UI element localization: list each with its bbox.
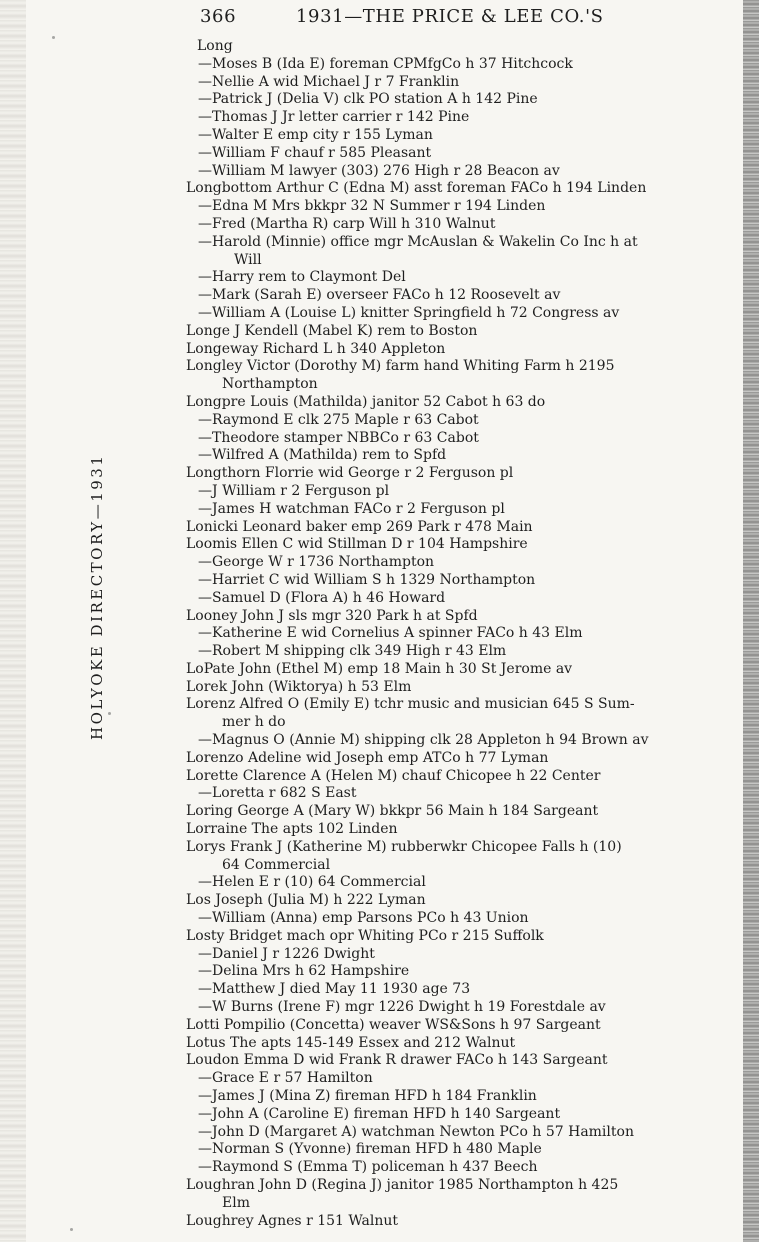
directory-entry [0,127,728,145]
entry-continuation: 64 Commercial [222,856,331,873]
entry-line: —Katherine E wid Cornelius A spinner FACo h 43 Elm [198,625,583,642]
directory-entry [0,216,728,234]
directory-entry [0,305,728,323]
entry-line: Longeway Richard L h 340 Appleton [186,340,446,357]
directory-entry [0,234,728,270]
directory-entry [0,892,716,910]
directory-entry [0,1035,716,1053]
scan-speck [52,36,55,39]
directory-entry [0,1017,716,1035]
directory-entry [0,554,728,572]
entry-line: —Patrick J (Delia V) clk PO station A h 142 Pine [198,91,538,108]
entry-line: —William M lawyer (303) 276 High r 28 Beacon av [198,162,560,179]
entry-line: —Harold (Minnie) office mgr McAuslan & Wakelin Co Inc h at [198,233,638,250]
entry-line: —William (Anna) emp Parsons PCo h 43 Union [198,910,529,927]
entry-line: —John D (Margaret A) watchman Newton PCo h 57 Hamilton [198,1123,634,1140]
entry-line: Lorraine The apts 102 Linden [186,821,398,838]
entry-line: Lotus The apts 145-149 Essex and 212 Walnut [186,1034,516,1051]
directory-entry [0,643,728,661]
directory-entry [0,341,716,359]
entry-line: Longpre Louis (Mathilda) janitor 52 Cabot h 63 do [186,393,546,410]
entry-line: Longthorn Florrie wid George r 2 Ferguson pl [186,465,514,482]
entry-line: Longe J Kendell (Mabel K) rem to Boston [186,322,478,339]
directory-entry [0,1070,728,1088]
directory-entry [0,501,728,519]
directory-entry [0,946,728,964]
entry-line: Loughran John D (Regina J) janitor 1985 Northampton h 425 [186,1177,619,1193]
directory-entry [0,803,716,821]
entry-line: Lonicki Leonard baker emp 269 Park r 478 Main [186,518,533,535]
directory-entry [0,1141,728,1159]
directory-entry [0,145,728,163]
directory-entry [0,768,716,786]
directory-entry [0,447,728,465]
directory-entry [0,874,728,892]
entry-line: —Delina Mrs h 62 Hampshire [198,963,410,980]
entry-line: —James J (Mina Z) fireman HFD h 184 Franklin [198,1088,537,1105]
entry-line: Loudon Emma D wid Frank R drawer FACo h 143 Sargeant [186,1052,608,1069]
directory-entry [0,483,728,501]
entry-line: —John A (Caroline E) fireman HFD h 140 Sargeant [198,1105,561,1122]
entry-line: —Harriet C wid William S h 1329 Northampton [198,571,536,588]
entry-line: —Raymond S (Emma T) policeman h 437 Beech [198,1159,538,1176]
entry-line: —Samuel D (Flora A) h 46 Howard [198,589,446,606]
entry-line: Lorenzo Adeline wid Joseph emp ATCo h 77 Lyman [186,749,549,766]
page-number: 366 [200,6,237,27]
directory-entry [0,394,716,412]
directory-entry [0,1052,716,1070]
entry-line: —Wilfred A (Mathilda) rem to Spfd [198,447,447,464]
entry-line: —James H watchman FACo r 2 Ferguson pl [198,500,505,517]
directory-entry [0,1159,728,1177]
entry-continuation: Elm [222,1194,250,1211]
side-label: HOLYOKE DIRECTORY—1931 [88,453,106,740]
entry-line: —Theodore stamper NBBCo r 63 Cabot [198,429,479,446]
entry-line: —William A (Louise L) knitter Springfield h 72 Congress av [198,304,620,321]
entry-continuation: Northampton [222,376,318,393]
directory-entry [0,56,728,74]
directory-entry [0,821,716,839]
directory-entry [0,785,728,803]
entry-line: —Matthew J died May 11 1930 age 73 [198,981,471,998]
directory-entry [0,1213,716,1231]
entry-line: Lorenz Alfred O (Emily E) tchr music and musician 645 S Sum- [186,696,635,713]
entry-line: —Thomas J Jr letter carrier r 142 Pine [198,109,470,126]
entry-line: —Norman S (Yvonne) fireman HFD h 480 Maple [198,1141,542,1158]
directory-entry [0,536,716,554]
entry-line: —Raymond E clk 275 Maple r 63 Cabot [198,411,479,428]
entry-line: —Helen E r (10) 64 Commercial [198,874,426,891]
directory-entries [0,38,759,1230]
entry-line: —Fred (Martha R) carp Will h 310 Walnut [198,215,496,232]
directory-entry [0,839,716,875]
directory-entry [0,358,716,394]
entry-line: —William F chauf r 585 Pleasant [198,144,432,161]
entry-line: Long [197,38,233,54]
directory-entry [0,963,728,981]
scan-speck [108,712,111,715]
directory-entry [0,910,728,928]
directory-entry [0,679,716,697]
entry-line: —Loretta r 682 S East [198,785,357,802]
entry-line: —Moses B (Ida E) foreman CPMfgCo h 37 Hitchcock [198,55,573,72]
entry-line: —Magnus O (Annie M) shipping clk 28 Appleton h 94 Brown av [198,732,649,749]
directory-entry [0,590,728,608]
directory-entry [0,412,728,430]
directory-entry [0,519,716,537]
entry-line: Los Joseph (Julia M) h 222 Lyman [186,892,426,909]
entry-line: Longley Victor (Dorothy M) farm hand Whiting Farm h 2195 [186,358,615,375]
entry-line: —Edna M Mrs bkkpr 32 N Summer r 194 Linden [198,198,546,215]
entry-line: —Mark (Sarah E) overseer FACo h 12 Roosevelt av [198,287,561,304]
entry-line: Longbottom Arthur C (Edna M) asst foreman FACo h 194 Linden [186,180,647,197]
entry-line: Lorette Clarence A (Helen M) chauf Chicopee h 22 Center [186,767,601,784]
directory-entry [0,625,728,643]
directory-entry [0,928,716,946]
directory-entry [0,1088,728,1106]
entry-continuation: Will [234,251,262,268]
directory-entry [0,180,716,198]
entry-continuation: mer h do [222,714,286,731]
entry-line: Loomis Ellen C wid Stillman D r 104 Hampshire [186,536,528,553]
directory-entry [0,163,728,181]
directory-entry [0,572,728,590]
directory-entry [0,430,728,448]
directory-entry [0,608,716,626]
directory-entry [0,661,716,679]
directory-entry [0,287,728,305]
directory-entry [0,74,728,92]
entry-line: —Harry rem to Claymont Del [198,269,406,286]
directory-entry [0,109,728,127]
directory-entry [0,1177,716,1213]
directory-entry [0,269,728,287]
entry-line: Losty Bridget mach opr Whiting PCo r 215 Suffolk [186,927,544,944]
entry-line: —Nellie A wid Michael J r 7 Franklin [198,73,460,90]
entry-line: Lorys Frank J (Katherine M) rubberwkr Chicopee Falls h (10) [186,838,622,855]
entry-line: Looney John J sls mgr 320 Park h at Spfd [186,607,478,624]
entry-line: —George W r 1736 Northampton [198,554,435,571]
page-header [200,6,640,30]
scan-speck [70,1228,73,1231]
entry-line: Lotti Pompilio (Concetta) weaver WS&Sons h 97 Sargeant [186,1016,601,1033]
directory-entry [0,750,716,768]
entry-line: —Daniel J r 1226 Dwight [198,945,375,962]
entry-line: —Walter E emp city r 155 Lyman [198,126,433,143]
directory-entry [0,465,716,483]
entry-line: —J William r 2 Ferguson pl [198,482,390,499]
entry-line: Loughrey Agnes r 151 Walnut [186,1212,399,1229]
directory-entry [0,732,728,750]
entry-line: Loring George A (Mary W) bkkpr 56 Main h 184 Sargeant [186,803,599,820]
directory-entry [0,91,728,109]
entry-line: —Robert M shipping clk 349 High r 43 Elm [198,643,507,660]
running-title: 1931—THE PRICE & LEE CO.'S [296,6,604,27]
directory-entry [0,1124,728,1142]
directory-entry [0,981,728,999]
directory-entry [0,38,727,56]
entry-line: Lorek John (Wiktorya) h 53 Elm [186,678,412,695]
entry-line: —Grace E r 57 Hamilton [198,1070,373,1087]
entry-line: —W Burns (Irene F) mgr 1226 Dwight h 19 Forestdale av [198,999,606,1016]
directory-entry [0,1106,728,1124]
directory-entry [0,323,716,341]
entry-line: LoPate John (Ethel M) emp 18 Main h 30 St Jerome av [186,660,573,677]
directory-entry [0,999,728,1017]
directory-entry [0,198,728,216]
